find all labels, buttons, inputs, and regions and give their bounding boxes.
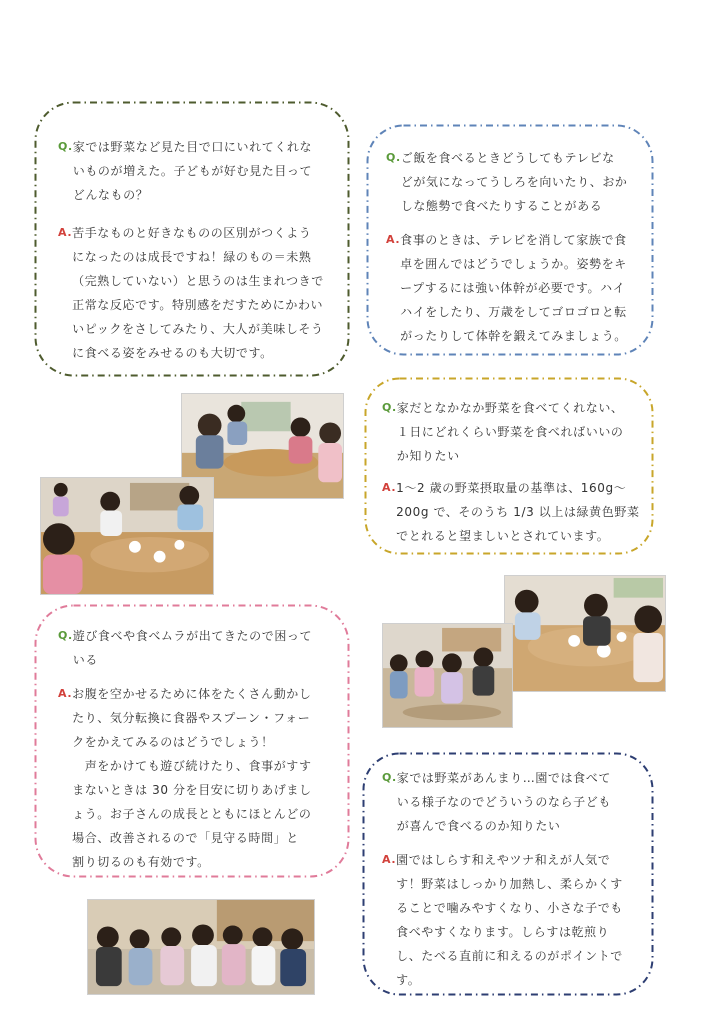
answer — [58, 682, 340, 874]
answer — [382, 476, 650, 548]
question — [382, 396, 650, 468]
answer-text: 食事のときは、テレビを消して家族で食 卓を囲んではどうでしょうか。姿勢をキ ープするには強い体幹が必要です。ハイ ハイをしたり、万歳をしてゴロゴロと転 がったりして体幹を鍛えてみましょう。 — [400, 233, 627, 343]
qa-card-5 — [362, 752, 654, 996]
classroom-meal-photo-3 — [504, 575, 666, 692]
answer-text: お腹を空かせるために体をたくさん動かし たり、気分転換に食器やスプーン・フォー クをかえてみるのはどうでしょう！ 声をかけても遊び続けたり、食事がすす まないときは 30 分を目安に切りあげまし ょう。お子さんの成長とともにほとんどの 場合、改善されるので「見守る時間」と 割り切るのも有効です。 — [72, 687, 312, 869]
q-mark: Q. — [386, 151, 401, 164]
qa-card-2 — [366, 124, 654, 356]
question-text: 家では野菜があんまり…園では食べて いる様子なのでどういうのなら子ども が喜んで食べるのか知りたい — [396, 771, 611, 833]
q-mark: Q. — [382, 401, 397, 414]
a-mark: A. — [386, 233, 401, 246]
answer — [58, 221, 338, 365]
answer-text: 苦手なものと好きなものの区別がつくよう になったのは成長ですね！緑のもの＝未熟 （完熟していない）と思うのは生まれつきで 正常な反応です。特別感をだすためにかわい いピックをさしてみたり、大人が美味しそう に食べる姿をみせるのも大切です。 — [72, 226, 324, 360]
question — [58, 135, 338, 207]
answer-text: 1～2 歳の野菜摂取量の基準は、160g～ 200g で、そのうち 1/3 以上は緑黄色野菜 でとれると望ましいとされています。 — [396, 481, 640, 543]
a-mark: A. — [382, 481, 397, 494]
q-mark: Q. — [58, 140, 73, 153]
question — [58, 624, 340, 672]
classroom-meal-photo-2 — [40, 477, 214, 595]
answer-text: 園ではしらす和えやツナ和えが人気で す！野菜はしっかり加熱し、柔らかくす ることで噛みやすくなり、小さな子でも 食べやすくなります。しらすは乾煎り し、たべる直前に和えるのがポイントで す。 — [396, 853, 623, 987]
qa-card-1 — [34, 101, 350, 377]
a-mark: A. — [58, 226, 73, 239]
a-mark: A. — [58, 687, 73, 700]
question-text: 遊び食べや食べムラが出てきたので困って いる — [72, 629, 313, 667]
question-text: 家では野菜など見た目で口にいれてくれな いものが増えた。子どもが好む見た目って どんなもの？ — [72, 140, 313, 202]
answer — [386, 228, 648, 348]
qa-card-4 — [34, 604, 350, 878]
q-mark: Q. — [382, 771, 397, 784]
question — [382, 766, 648, 838]
a-mark: A. — [382, 853, 397, 866]
classroom-group-photo — [87, 899, 315, 995]
q-mark: Q. — [58, 629, 73, 642]
question — [386, 146, 648, 218]
answer — [382, 848, 648, 992]
classroom-meal-photo-4 — [382, 623, 513, 728]
question-text: 家だとなかなか野菜を食べてくれない、 １日にどれくらい野菜を食べればいいの か知りたい — [396, 401, 624, 463]
qa-card-3 — [364, 377, 654, 555]
question-text: ご飯を食べるときどうしてもテレビな どが気になってうしろを向いたり、おか しな態勢で食べたりすることがある — [400, 151, 628, 213]
